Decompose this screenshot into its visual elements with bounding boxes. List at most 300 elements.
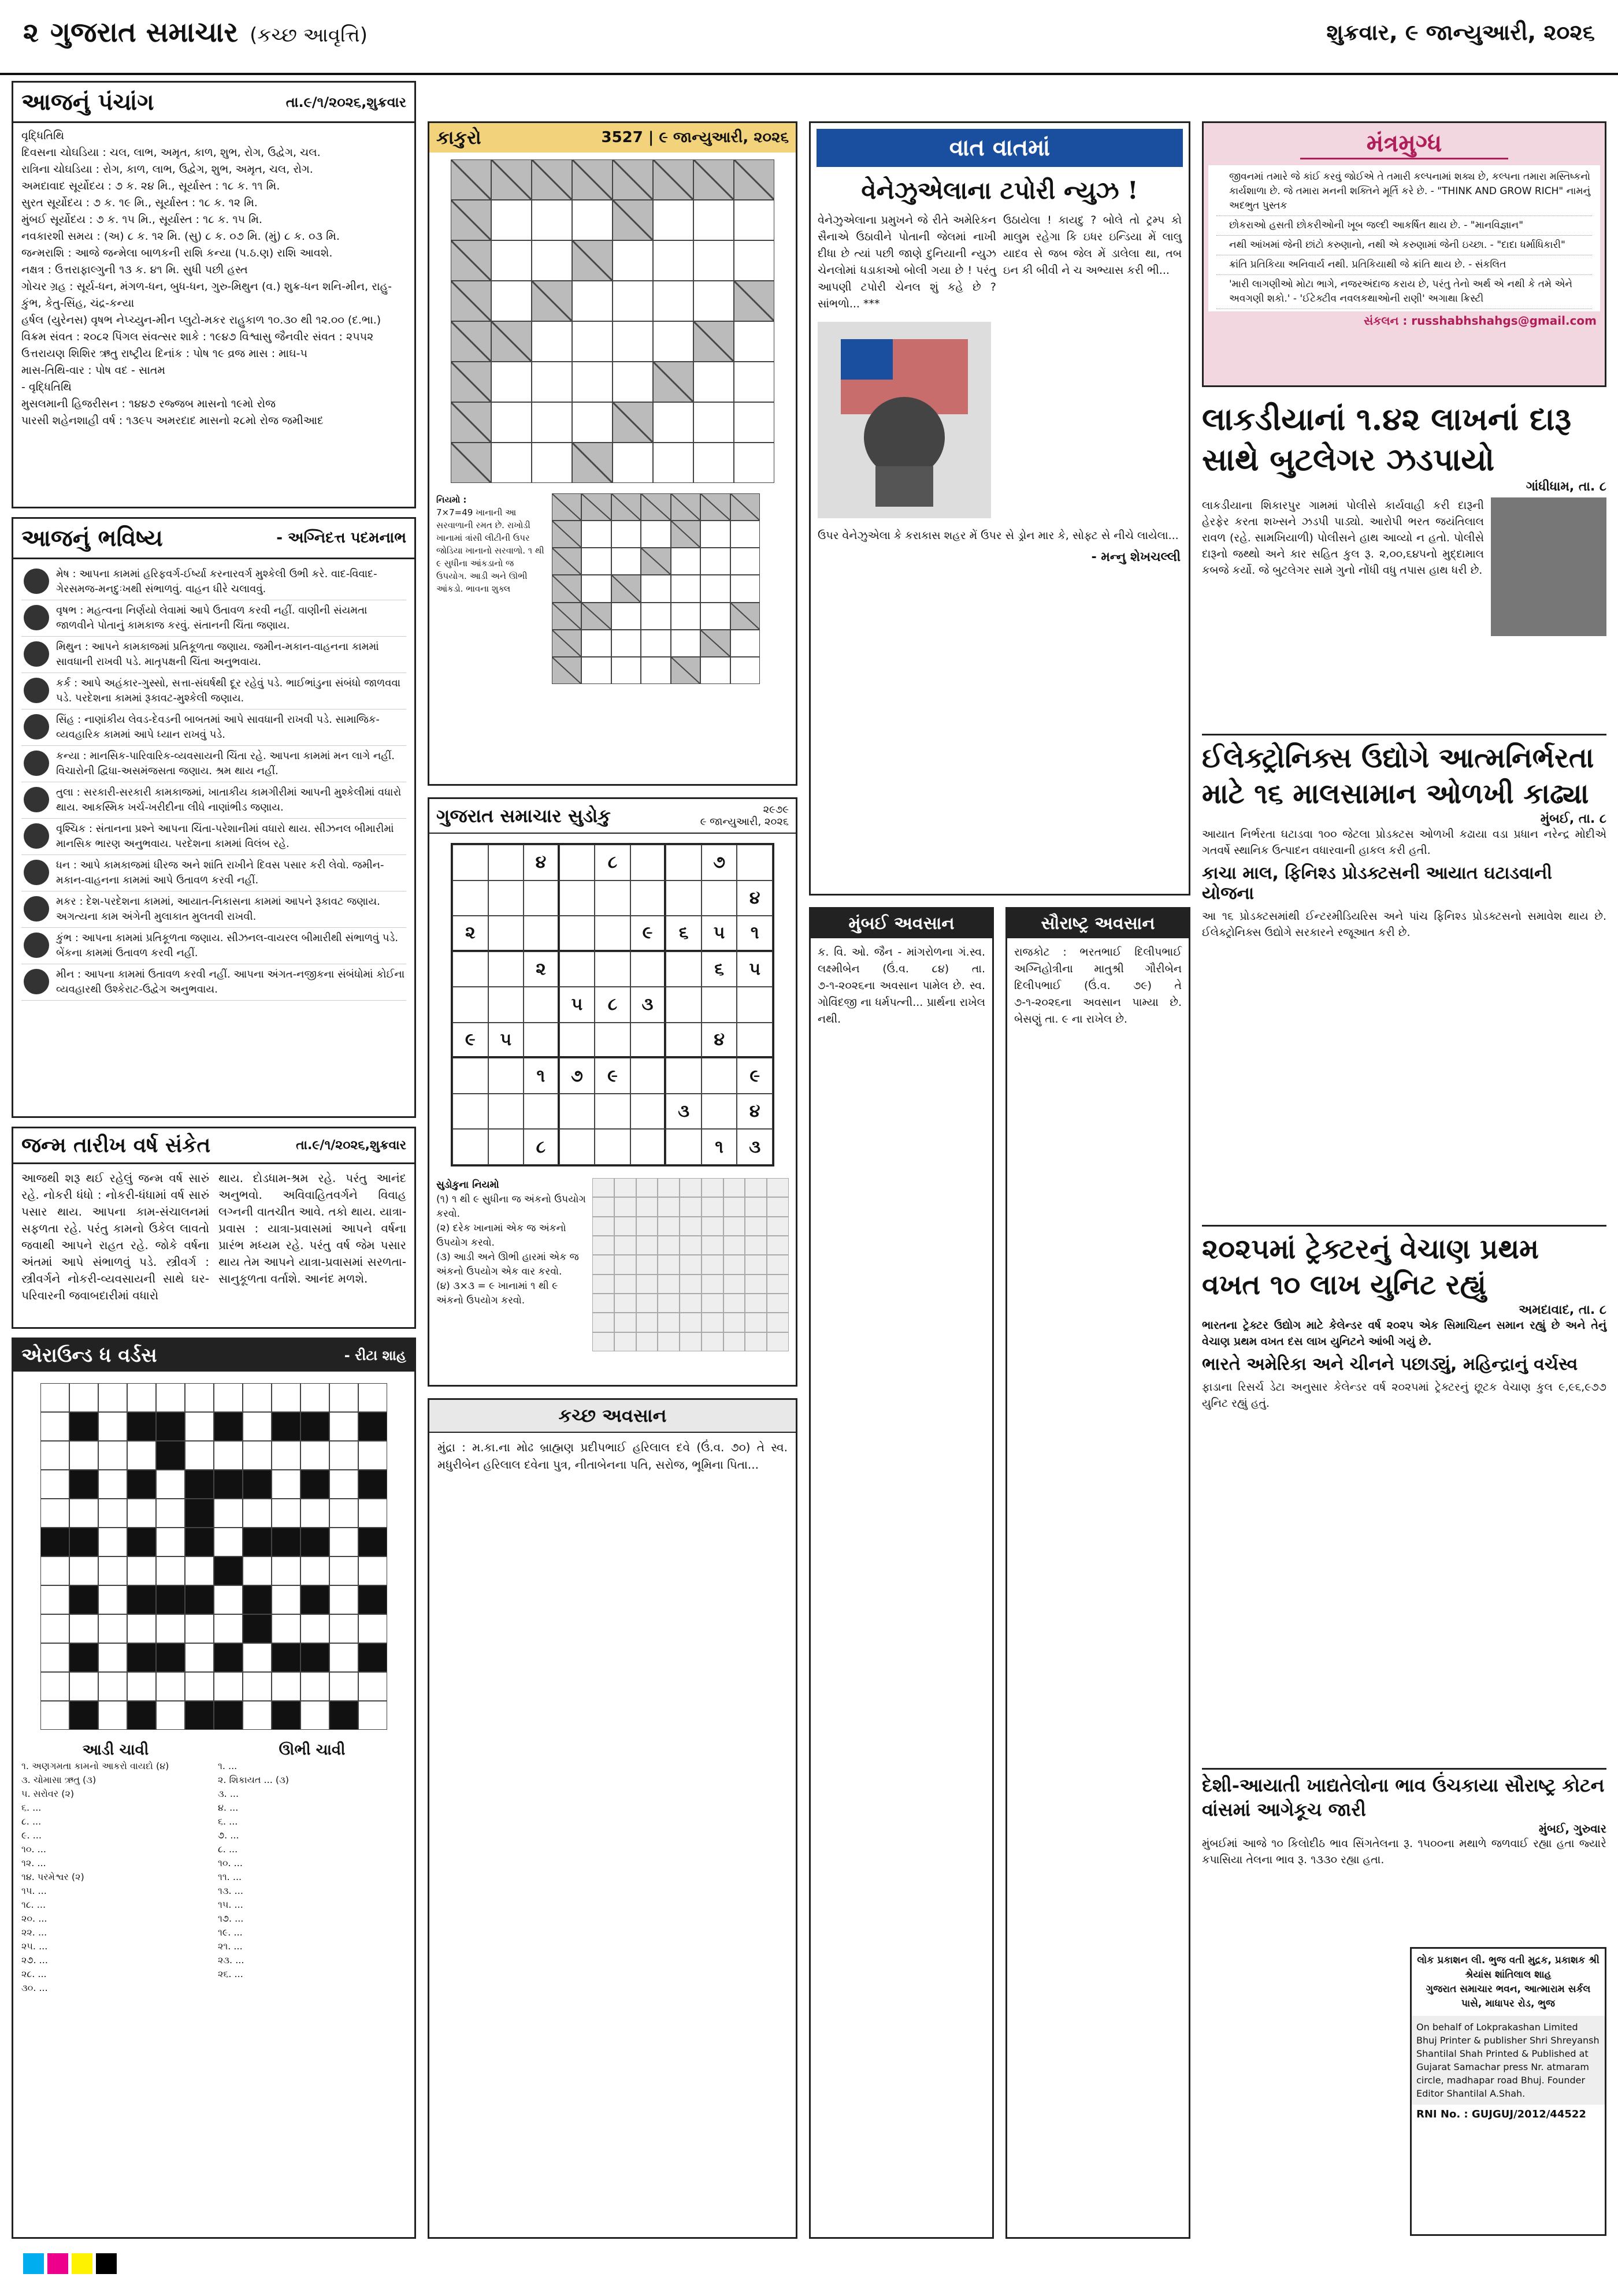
crossword-cell[interactable] — [272, 1614, 300, 1643]
crossword-cell[interactable] — [156, 1672, 185, 1701]
kakuro-clue-cell — [671, 521, 700, 548]
black-swatch — [96, 2253, 117, 2274]
sudoku-cell[interactable] — [630, 845, 666, 880]
kakuro-cell[interactable] — [653, 402, 693, 443]
crossword-author: - રીટા શાહ — [344, 1347, 406, 1364]
kakuro-cell[interactable] — [532, 402, 572, 443]
crossword-cell[interactable] — [40, 1672, 69, 1701]
sudoku-answer-cell — [636, 1178, 658, 1197]
crossword-cell[interactable] — [243, 1441, 272, 1470]
cartoon-icon — [829, 328, 979, 512]
kakuro-cell[interactable] — [491, 443, 532, 483]
crossword-cell[interactable] — [69, 1614, 98, 1643]
kakuro-cell[interactable] — [700, 521, 730, 548]
sudoku-answer-cell — [702, 1197, 723, 1216]
kakuro-cell[interactable] — [581, 630, 611, 657]
crossword-cell[interactable] — [156, 1556, 185, 1585]
crossword-cell[interactable] — [98, 1412, 127, 1441]
sudoku-answer-cell — [658, 1255, 680, 1274]
sudoku-cell[interactable] — [524, 1023, 559, 1058]
crossword-black-cell — [185, 1470, 214, 1499]
sudoku-cell[interactable] — [488, 1094, 524, 1130]
across-clue: ૨૭. ... — [21, 1955, 48, 1966]
kakuro-cell[interactable] — [491, 402, 532, 443]
sudoku-cell[interactable] — [452, 880, 488, 916]
imprint-line: ગુજરાત સમાચાર ભવન, આત્મારામ સર્કલ પાસે, માધાપર રોડ, ભુજ — [1426, 1983, 1591, 2009]
across-clues — [21, 1759, 210, 1995]
sudoku-cell[interactable] — [452, 987, 488, 1023]
crossword-cell[interactable] — [40, 1614, 69, 1643]
page-header — [0, 0, 1618, 75]
kakuro-clue-cell — [611, 575, 641, 602]
crossword-cell[interactable] — [300, 1614, 329, 1643]
kakuro-cell[interactable] — [611, 657, 641, 684]
kakuro-clue-cell — [451, 281, 491, 321]
kakuro-cell[interactable] — [581, 521, 611, 548]
sudoku-cell[interactable] — [702, 1058, 737, 1094]
crossword-cell[interactable] — [40, 1412, 69, 1441]
crossword-cell[interactable] — [98, 1614, 127, 1643]
sudoku-answer-cell — [723, 1255, 745, 1274]
sudoku-answer-cell — [636, 1197, 658, 1216]
crossword-cell[interactable] — [329, 1643, 358, 1672]
kakuro-cell[interactable] — [671, 548, 700, 575]
sudoku-cell[interactable] — [559, 1094, 595, 1130]
kakuro-cell[interactable] — [700, 575, 730, 602]
kakuro-cell[interactable] — [730, 575, 760, 602]
crossword-cell[interactable] — [98, 1556, 127, 1585]
kakuro-cell[interactable] — [613, 240, 653, 281]
sudoku-cell[interactable] — [630, 1094, 666, 1130]
janma-title: જન્મ તારીખ વર્ષ સંકેત — [21, 1133, 211, 1157]
sudoku-cell[interactable] — [702, 880, 737, 916]
crossword-cell[interactable] — [214, 1499, 243, 1528]
kakuro-cell[interactable] — [734, 362, 774, 402]
kakuro-cell[interactable] — [581, 548, 611, 575]
sudoku-cell[interactable] — [666, 1129, 702, 1165]
crossword-cell[interactable] — [185, 1383, 214, 1412]
kakuro-cell[interactable] — [532, 443, 572, 483]
sudoku-answer-cell — [745, 1313, 767, 1332]
crossword-black-cell — [69, 1701, 98, 1730]
sudoku-answer-cell — [702, 1255, 723, 1274]
rashi-symbol-icon — [24, 969, 49, 994]
kakuro-cell[interactable] — [693, 240, 734, 281]
crossword-cell[interactable] — [358, 1701, 387, 1730]
sudoku-cell[interactable] — [524, 987, 559, 1023]
crossword-cell[interactable] — [98, 1441, 127, 1470]
sudoku-cell[interactable] — [666, 845, 702, 880]
rashi-item: સિંહ : નાણાંકીય લેવડ-દેવડની બાબતમાં આપે સાવધાની રાખવી પડે. સામાજિક-વ્યવહારિક કામમાં આપે ધ્યાન રાખવું પડે. — [21, 709, 406, 746]
sudoku-cell[interactable] — [666, 880, 702, 916]
crossword-cell[interactable] — [300, 1499, 329, 1528]
crossword-cell[interactable] — [329, 1499, 358, 1528]
crossword-cell[interactable] — [243, 1643, 272, 1672]
kakuro-cell[interactable] — [532, 240, 572, 281]
crossword-cell[interactable] — [98, 1499, 127, 1528]
sudoku-cell[interactable] — [559, 916, 595, 952]
sudoku-cell[interactable] — [488, 1058, 524, 1094]
kakuro-cell[interactable] — [653, 443, 693, 483]
sudoku-cell: ૯ — [595, 1058, 630, 1094]
crossword-cell[interactable] — [300, 1672, 329, 1701]
crossword-black-cell — [69, 1528, 98, 1556]
crossword-cell[interactable] — [358, 1383, 387, 1412]
kakuro-cell[interactable] — [671, 630, 700, 657]
panchang-title: આજનું પંચાંગ — [21, 88, 154, 116]
crossword-cell[interactable] — [272, 1672, 300, 1701]
sudoku-cell[interactable] — [737, 845, 773, 880]
crossword-cell[interactable] — [329, 1441, 358, 1470]
kakuro-clue-cell — [451, 362, 491, 402]
sudoku-cell[interactable] — [524, 1094, 559, 1130]
sudoku-rule: (૩) આડી અને ઊભી હારમાં એક જ અંકનો ઉપયોગ એક વાર કરવો. — [436, 1251, 579, 1277]
crossword-cell[interactable] — [69, 1441, 98, 1470]
kakuro-cell[interactable] — [730, 521, 760, 548]
crossword-cell[interactable] — [40, 1441, 69, 1470]
crossword-cell[interactable] — [156, 1383, 185, 1412]
sudoku-cell[interactable] — [595, 1129, 630, 1165]
crossword-cell[interactable] — [214, 1528, 243, 1556]
kakuro-section: કાકુરો 3527 | ૯ જાન્યુઆરી, ૨૦૨૬ નિયમો : 7×7=49 ખાનાની આ સરવાળાની રમત છે. રાખોડી ખાનામાં ત્રાંસી લીટીની ઉપર જોડિયા ખાનાનો સરવાળો. ૧ થી ૯ સુધીના આંકડાનો જ ઉપયોગ. આડી અને ઊભી આંકડો. ભાવના શુક્લ — [428, 121, 797, 786]
crossword-cell[interactable] — [156, 1470, 185, 1499]
sudoku-cell[interactable] — [630, 952, 666, 987]
crossword-cell[interactable] — [329, 1672, 358, 1701]
crossword-cell[interactable] — [300, 1441, 329, 1470]
sudoku-cell: ૮ — [595, 987, 630, 1023]
kakuro-cell[interactable] — [581, 575, 611, 602]
crossword-black-cell — [156, 1643, 185, 1672]
down-clue: ૧. ... — [218, 1760, 237, 1771]
crossword-cell[interactable] — [358, 1672, 387, 1701]
crossword-cell[interactable] — [40, 1643, 69, 1672]
sudoku-cell[interactable] — [452, 1129, 488, 1165]
panchang-line: વિક્રમ સંવત : ૨૦૮૨ પિંગલ સંવત્સર શાકે : ૧૯૪૭ વિશ્વાસુ જૈનવીર સંવત : ૨૫૫૨ — [21, 330, 374, 343]
sudoku-cell[interactable] — [452, 1094, 488, 1130]
sudoku-answer-cell — [658, 1294, 680, 1313]
crossword-cell[interactable] — [98, 1643, 127, 1672]
sudoku-answer-cell — [723, 1197, 745, 1216]
crossword-cell[interactable] — [40, 1556, 69, 1585]
crossword-cell[interactable] — [358, 1614, 387, 1643]
kakuro-cell[interactable] — [700, 548, 730, 575]
sudoku-cell[interactable] — [630, 1023, 666, 1058]
sudoku-cell[interactable] — [666, 987, 702, 1023]
kakuro-cell[interactable] — [572, 200, 613, 240]
kakuro-cell[interactable] — [641, 657, 670, 684]
crossword-cell[interactable] — [98, 1470, 127, 1499]
kakuro-cell[interactable] — [730, 630, 760, 657]
story3-body2: ફાડાના રિસર્ચ ડેટા અનુસાર કેલેન્ડર વર્ષ ૨૦૨૫માં ટ્રેક્ટરનું છૂટક વેચાણ કુલ ૯,૯૬,૯૭૭ યુનિટ રહ્યું હતું. — [1202, 1381, 1606, 1410]
story3-headline: ૨૦૨૫માં ટ્રેક્ટરનું વેચાણ પ્રથમ વખત ૧૦ લાખ યુનિટ રહ્યું — [1202, 1233, 1539, 1301]
kakuro-cell[interactable] — [653, 321, 693, 362]
kakuro-cell[interactable] — [572, 402, 613, 443]
crossword-cell[interactable] — [40, 1585, 69, 1614]
crossword-cell[interactable] — [98, 1383, 127, 1412]
kakuro-cell[interactable] — [734, 443, 774, 483]
rashi-item: કર્ક : આપે અહંકાર-ગુસ્સો, સત્તા-સંઘર્ષથી દૂર રહેવું પડે. ભાઈભાંડુના સંબંધો જાળવવા પડે. પરદેશના કામમાં રૂકાવટ-મુશ્કેલી જણાય. — [21, 673, 406, 709]
crossword-cell[interactable] — [156, 1499, 185, 1528]
down-clue: ૧૦. ... — [218, 1857, 243, 1868]
kakuro-cell[interactable] — [671, 603, 700, 630]
kakuro-cell[interactable] — [491, 200, 532, 240]
sudoku-cell[interactable] — [666, 952, 702, 987]
sudoku-answer-cell — [592, 1178, 614, 1197]
kakuro-cell[interactable] — [613, 443, 653, 483]
kakuro-cell[interactable] — [611, 548, 641, 575]
kakuro-cell[interactable] — [700, 657, 730, 684]
kakuro-clue-cell — [693, 321, 734, 362]
crossword-cell[interactable] — [329, 1556, 358, 1585]
sudoku-cell[interactable] — [595, 952, 630, 987]
crossword-black-cell — [300, 1643, 329, 1672]
crossword-cell[interactable] — [127, 1499, 156, 1528]
sudoku-cell[interactable] — [452, 845, 488, 880]
sudoku-cell: ૯ — [630, 916, 666, 952]
sudoku-cell[interactable] — [666, 1058, 702, 1094]
crossword-cell[interactable] — [98, 1701, 127, 1730]
kakuro-cell[interactable] — [641, 630, 670, 657]
sudoku-cell[interactable] — [559, 845, 595, 880]
crossword-cell[interactable] — [185, 1556, 214, 1585]
kakuro-cell[interactable] — [572, 281, 613, 321]
crossword-cell[interactable] — [69, 1499, 98, 1528]
crossword-grid — [40, 1383, 387, 1730]
crossword-cell[interactable] — [243, 1383, 272, 1412]
kakuro-clue-cell — [613, 200, 653, 240]
story2-body2: આ ૧૬ પ્રોડક્ટસમાંથી ઈન્ટરમીડિયરિસ અને પાંચ ફિનિશ્ડ પ્રોડક્ટસનો સમાવેશ થાય છે. ઈલેક્ટ્રોનિક્સ ઉદ્યોગે સરકારને રજૂઆત કરી છે. — [1202, 910, 1606, 939]
kakuro-cell[interactable] — [532, 362, 572, 402]
kakuro-cell[interactable] — [613, 362, 653, 402]
crossword-cell[interactable] — [127, 1614, 156, 1643]
crossword-cell[interactable] — [156, 1528, 185, 1556]
kakuro-cell[interactable] — [734, 240, 774, 281]
kakuro-cell[interactable] — [734, 321, 774, 362]
crossword-cell[interactable] — [272, 1585, 300, 1614]
story3-subhead: ભારતે અમેરિકા અને ચીનને પછાડ્યું, મહિન્દ્રાનું વર્ચસ્વ — [1202, 1354, 1578, 1374]
crossword-cell[interactable] — [272, 1470, 300, 1499]
rashi-symbol-icon — [24, 678, 49, 703]
mantra-compiled: સંકલન : russhabhshahgs@gmail.com — [1364, 314, 1597, 328]
crossword-cell[interactable] — [69, 1672, 98, 1701]
rashi-item: મિથુન : આપને કામકાજમાં પ્રતિકૂળતા જણાય. જમીન-મકાન-વાહનના કામમાં સાવધાની રાખવી પડે. માતૃપક્ષની ચિંતા અનુભવાય. — [21, 637, 406, 673]
kakuro-cell[interactable] — [693, 443, 734, 483]
crossword-cell[interactable] — [40, 1701, 69, 1730]
crossword-cell[interactable] — [243, 1499, 272, 1528]
rashi-item: તુલા : સરકારી-સરકારી કામકાજમાં, ખાતાકીય કામગીરીમાં આપની મુશ્કેલીમાં વધારો થાય. આકસ્મિક ખર્ચ-ખરીદીના લીધે નાણાંભીડ જણાય. — [21, 782, 406, 819]
across-clue: ૨૫. ... — [21, 1941, 48, 1952]
crossword-cell[interactable] — [358, 1556, 387, 1585]
crossword-cell[interactable] — [272, 1499, 300, 1528]
kakuro-cell[interactable] — [611, 521, 641, 548]
sudoku-cell[interactable] — [488, 952, 524, 987]
kakuro-cell[interactable] — [693, 402, 734, 443]
sudoku-cell[interactable] — [666, 1023, 702, 1058]
kakuro-cell[interactable] — [491, 240, 532, 281]
sudoku-cell[interactable] — [737, 1023, 773, 1058]
sudoku-cell: ૭ — [559, 1058, 595, 1094]
sudoku-cell[interactable] — [559, 1129, 595, 1165]
kakuro-cell[interactable] — [611, 603, 641, 630]
crossword-cell[interactable] — [243, 1412, 272, 1441]
crossword-cell[interactable] — [127, 1441, 156, 1470]
sudoku-answer-cell — [614, 1236, 636, 1255]
crossword-cell[interactable] — [243, 1701, 272, 1730]
crossword-cell[interactable] — [214, 1585, 243, 1614]
crossword-cell[interactable] — [40, 1383, 69, 1412]
crossword-cell[interactable] — [185, 1412, 214, 1441]
crossword-cell[interactable] — [329, 1383, 358, 1412]
kakuro-cell[interactable] — [653, 200, 693, 240]
kakuro-cell[interactable] — [532, 321, 572, 362]
crossword-cell[interactable] — [329, 1614, 358, 1643]
sudoku-cell: ૪ — [524, 845, 559, 880]
kakuro-cell[interactable] — [734, 402, 774, 443]
sudoku-cell[interactable] — [488, 845, 524, 880]
sudoku-cell[interactable] — [595, 916, 630, 952]
kakuro-cell[interactable] — [491, 281, 532, 321]
crossword-cell[interactable] — [243, 1556, 272, 1585]
crossword-cell[interactable] — [69, 1556, 98, 1585]
kakuro-cell[interactable] — [693, 362, 734, 402]
crossword-cell[interactable] — [185, 1643, 214, 1672]
mantra-item: ક્રાંતિ પ્રતિકિયા અનિવાર્ય નથી. પ્રતિકિયાથી જે ક્રાંતિ થાય છે. - સંકલિત — [1216, 255, 1592, 275]
crossword-black-cell — [214, 1643, 243, 1672]
kakuro-cell[interactable] — [613, 281, 653, 321]
crossword-cell[interactable] — [214, 1383, 243, 1412]
crossword-cell[interactable] — [329, 1585, 358, 1614]
sudoku-answer-cell — [680, 1294, 702, 1313]
kakuro-cell[interactable] — [730, 657, 760, 684]
kakuro-cell[interactable] — [693, 200, 734, 240]
rashi-item: કુંભ : આપના કામમાં પ્રતિકૂળતા જણાય. સીઝનલ-વાયરલ બીમારીથી સંભાળવું પડે. બેંકના કામમાં ઉતાવળ કરવી નહીં. — [21, 928, 406, 964]
crossword-cell[interactable] — [214, 1614, 243, 1643]
kakuro-clue-cell — [653, 362, 693, 402]
crossword-cell[interactable] — [329, 1470, 358, 1499]
crossword-cell[interactable] — [358, 1499, 387, 1528]
kakuro-cell[interactable] — [653, 240, 693, 281]
across-clue: ૩૦. ... — [21, 1982, 48, 1993]
kakuro-clue-cell — [611, 493, 641, 521]
page-date: શુક્રવાર, ૯ જાન્યુઆરી, ૨૦૨૬ — [1326, 20, 1595, 45]
sudoku-cell[interactable] — [702, 987, 737, 1023]
crossword-cell[interactable] — [300, 1701, 329, 1730]
crossword-cell[interactable] — [127, 1672, 156, 1701]
crossword-cell[interactable] — [40, 1470, 69, 1499]
sudoku-answer-cell — [723, 1332, 745, 1351]
crossword-cell[interactable] — [300, 1383, 329, 1412]
crossword-cell[interactable] — [127, 1383, 156, 1412]
accused-photo — [1491, 497, 1606, 636]
crossword-cell[interactable] — [156, 1701, 185, 1730]
kakuro-cell[interactable] — [730, 548, 760, 575]
sudoku-cell[interactable] — [595, 880, 630, 916]
crossword-cell[interactable] — [127, 1556, 156, 1585]
kakuro-cell[interactable] — [491, 362, 532, 402]
crossword-cell[interactable] — [272, 1441, 300, 1470]
panchang-line: - વૃદ્ધિતિથિ — [21, 381, 72, 393]
sudoku-cell[interactable] — [559, 1023, 595, 1058]
across-clue: ૫. સરોવર (૨) — [21, 1788, 75, 1799]
sudoku-answer-cell — [658, 1217, 680, 1236]
panchang-line: દિવસના ચોઘડિયા : ચલ, લાભ, અમૃત, કાળ, શુભ, રોગ, ઉદ્વેગ, ચલ. — [21, 146, 321, 159]
crossword-cell[interactable] — [185, 1614, 214, 1643]
crossword-cell[interactable] — [214, 1441, 243, 1470]
crossword-cell[interactable] — [98, 1528, 127, 1556]
kakuro-cell[interactable] — [581, 657, 611, 684]
sudoku-cell[interactable] — [702, 1094, 737, 1130]
crossword-cell[interactable] — [156, 1614, 185, 1643]
crossword-cell[interactable] — [185, 1672, 214, 1701]
kakuro-cell[interactable] — [641, 575, 670, 602]
crossword-cell[interactable] — [329, 1528, 358, 1556]
crossword-black-cell — [243, 1585, 272, 1614]
crossword-cell[interactable] — [329, 1412, 358, 1441]
sudoku-cell[interactable] — [524, 880, 559, 916]
kakuro-cell[interactable] — [671, 575, 700, 602]
sudoku-cell[interactable] — [559, 952, 595, 987]
kakuro-cell[interactable] — [734, 200, 774, 240]
sudoku-cell[interactable] — [488, 916, 524, 952]
crossword-cell[interactable] — [69, 1383, 98, 1412]
sudoku-cell[interactable] — [595, 1094, 630, 1130]
crossword-cell[interactable] — [300, 1556, 329, 1585]
sudoku-cell[interactable] — [595, 1023, 630, 1058]
kakuro-cell[interactable] — [572, 321, 613, 362]
sudoku-answer-cell — [702, 1178, 723, 1197]
sudoku-cell[interactable] — [488, 880, 524, 916]
sudoku-cell[interactable] — [452, 1058, 488, 1094]
crossword-black-cell — [185, 1585, 214, 1614]
kakuro-cell[interactable] — [611, 630, 641, 657]
sudoku-cell[interactable] — [488, 987, 524, 1023]
sudoku-answer-cell — [592, 1236, 614, 1255]
kakuro-cell[interactable] — [641, 521, 670, 548]
sudoku-answer-cell — [702, 1236, 723, 1255]
crossword-cell[interactable] — [243, 1672, 272, 1701]
crossword-cell[interactable] — [214, 1672, 243, 1701]
crossword-cell[interactable] — [98, 1585, 127, 1614]
kakuro-cell[interactable] — [653, 281, 693, 321]
kakuro-cell[interactable] — [641, 603, 670, 630]
panchang-lines — [13, 123, 414, 434]
kakuro-clue-cell — [572, 159, 613, 200]
across-clue: ૨૦. ... — [21, 1913, 47, 1924]
sudoku-cell[interactable] — [630, 1058, 666, 1094]
sudoku-cell[interactable] — [452, 952, 488, 987]
kakuro-cell[interactable] — [613, 321, 653, 362]
sudoku-cell[interactable] — [737, 987, 773, 1023]
sudoku-cell[interactable] — [630, 1129, 666, 1165]
crossword-cell[interactable] — [272, 1556, 300, 1585]
kakuro-cell[interactable] — [700, 603, 730, 630]
crossword-cell[interactable] — [98, 1672, 127, 1701]
crossword-cell[interactable] — [185, 1441, 214, 1470]
panchang-line: જન્મરાશિ : આજે જન્મેલા બાળકની રાશિ કન્યા (પ.ઠ.ણ) રાશિ આવશે. — [21, 247, 333, 259]
crossword-cell[interactable] — [272, 1383, 300, 1412]
sudoku-cell[interactable] — [630, 880, 666, 916]
kakuro-cell[interactable] — [532, 200, 572, 240]
kakuro-cell[interactable] — [693, 281, 734, 321]
sudoku-cell[interactable] — [524, 916, 559, 952]
crossword-cell[interactable] — [40, 1499, 69, 1528]
crossword-black-cell — [329, 1701, 358, 1730]
sudoku-cell[interactable] — [488, 1129, 524, 1165]
crossword-cell[interactable] — [358, 1441, 387, 1470]
across-clue: ૧૦. ... — [21, 1844, 46, 1855]
kakuro-cell[interactable] — [572, 362, 613, 402]
sudoku-cell[interactable] — [559, 880, 595, 916]
